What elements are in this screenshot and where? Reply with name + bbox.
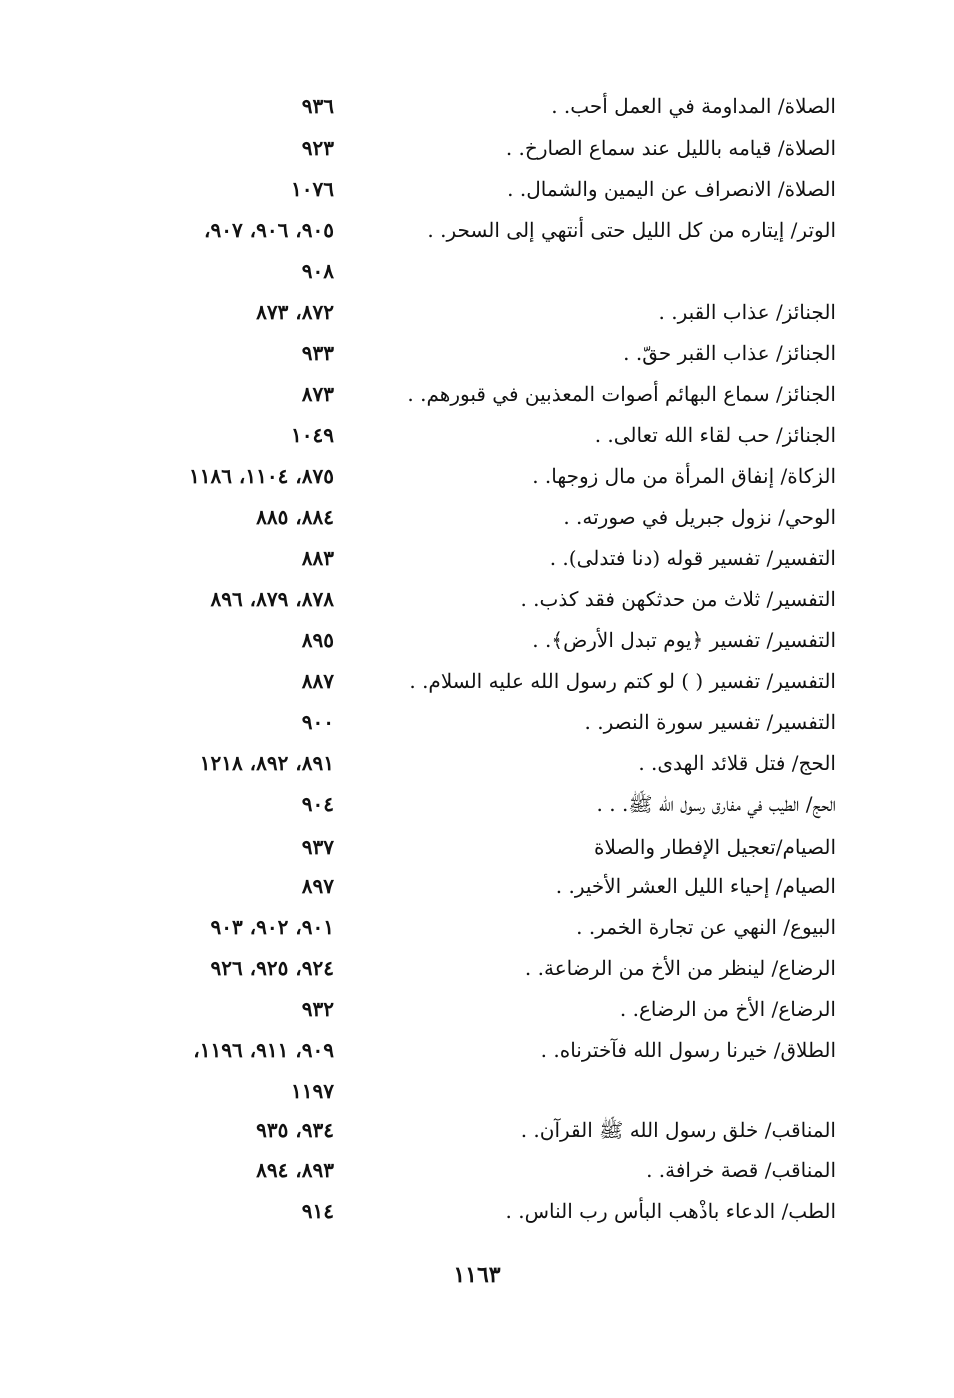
entry-topic: التفسير/ تفسير سورة النصر. . (584, 710, 836, 734)
entry-topic: الصلاة/ الانصراف عن اليمين والشمال. . (507, 177, 836, 201)
entry-pages: ٩٠٤ (301, 792, 334, 816)
index-entry (0, 456, 954, 496)
entry-pages: ٨٧٢، ٨٧٣ (256, 300, 334, 324)
entry-pages: ٩٢٤، ٩٢٥، ٩٢٦ (210, 956, 334, 980)
entry-topic: الصيام/ إحياء الليل العشر الأخير. . (555, 874, 836, 898)
entry-topic: الجنائز/ عذاب القبر. . (658, 300, 836, 324)
entry-pages: ٨٩٥ (301, 628, 334, 652)
index-entry (0, 415, 954, 455)
entry-topic: المناقب/ خلق رسول الله ﷺ القرآن. . (520, 1118, 836, 1142)
entry-pages: ٩٣٢ (301, 997, 334, 1021)
entry-topic: البيوع/ النهي عن تجارة الخمر. . (576, 915, 836, 939)
entry-pages: ٩٣٦ (301, 94, 334, 118)
entry-topic: الحج/ الطيب في مفارق رسول الله ﷺ. . . (596, 792, 836, 816)
index-entry (0, 210, 954, 250)
entry-pages: ٩٣٤، ٩٣٥ (256, 1118, 334, 1142)
entry-topic: الطب/ الدعاء باذْهب البأس رب الناس. . (505, 1199, 836, 1223)
entry-pages: ٩٣٧ (301, 835, 334, 859)
entry-topic: المناقب/ قصة خرافة. . (646, 1158, 836, 1182)
entry-topic: الزكاة/ إنفاق المرأة من مال زوجها. . (532, 464, 836, 488)
index-entry (0, 1110, 954, 1150)
index-entry (0, 128, 954, 168)
index-entry (0, 948, 954, 988)
entry-topic: الصلاة/ المداومة في العمل أحب. . (551, 94, 836, 118)
entry-pages: ٨٩١، ٨٩٢، ١٢١٨ (199, 751, 334, 775)
entry-pages: ٩٠٨ (301, 259, 334, 283)
entry-topic: الجنائز/ سماع البهائم أصوات المعذبين في قبورهم. . (407, 382, 836, 406)
entry-pages: ١٠٧٦ (291, 177, 334, 201)
entry-pages: ٨٧٨، ٨٧٩، ٨٩٦ (210, 587, 334, 611)
entry-pages: ٨٨٣ (301, 546, 334, 570)
entry-topic: الوتر/ إيتاره من كل الليل حتى أنتهي إلى السحر. . (427, 218, 836, 242)
index-entry-continuation (0, 1071, 954, 1111)
entry-pages: ٨٧٣ (301, 382, 334, 406)
index-entry (0, 333, 954, 373)
index-entry (0, 86, 954, 126)
entry-pages: ٩٠٩، ٩١١، ١١٩٦، (193, 1038, 334, 1062)
entry-pages: ٩٢٣ (301, 136, 334, 160)
index-entry (0, 661, 954, 701)
index-entry-continuation (0, 251, 954, 291)
index-entry (0, 1030, 954, 1070)
entry-topic: الجنائز/ حب لقاء الله تعالى. . (594, 423, 836, 447)
index-entry (0, 743, 954, 783)
entry-pages: ١٠٤٩ (291, 423, 334, 447)
entry-topic: الرضاع/ لينظر من الأخ من الرضاعة. . (524, 956, 836, 980)
index-entry (0, 827, 954, 867)
entry-pages: ٩٠٠ (301, 710, 334, 734)
entry-topic: الصلاة/ قيامه بالليل عند سماع الصارخ. . (505, 136, 836, 160)
entry-topic: الجنائز/ عذاب القبر حقّ. . (623, 341, 836, 365)
entry-topic: الصيام/تعجيل الإفطار والصلاة (593, 835, 836, 859)
entry-pages: ٨٩٣، ٨٩٤ (256, 1158, 334, 1182)
entry-topic: الطلاق/ خيرنا رسول الله فآخترناه. . (540, 1038, 836, 1062)
index-entry (0, 1150, 954, 1190)
entry-topic: التفسير/ تفسير قوله (دنا فتدلى). . (549, 546, 836, 570)
index-entry (0, 374, 954, 414)
index-entry (0, 1191, 954, 1231)
entry-pages: ٨٩٧ (301, 874, 334, 898)
page-number: ١١٦٣ (453, 1262, 501, 1288)
index-entry (0, 702, 954, 742)
index-entry (0, 292, 954, 332)
entry-pages: ٩٠١، ٩٠٢، ٩٠٣ (210, 915, 334, 939)
entry-topic: الوحي/ نزول جبريل في صورته. . (563, 505, 836, 529)
entry-pages: ٨٨٤، ٨٨٥ (256, 505, 334, 529)
entry-topic: التفسير/ تفسير ( ) لو كتم رسول الله عليه السلام. . (409, 669, 836, 693)
index-entry (0, 538, 954, 578)
entry-topic: التفسير/ تفسير ﴿يوم تبدل الأرض﴾. . (532, 628, 836, 652)
entry-pages: ٨٧٥، ١١٠٤، ١١٨٦ (188, 464, 334, 488)
entry-pages: ٩٣٣ (301, 341, 334, 365)
entry-pages: ٩٠٥، ٩٠٦، ٩٠٧، (203, 218, 334, 242)
index-entry (0, 169, 954, 209)
index-entry (0, 907, 954, 947)
index-entry (0, 784, 954, 824)
index-entry (0, 989, 954, 1029)
entry-pages: ٩١٤ (301, 1199, 334, 1223)
index-entry (0, 579, 954, 619)
index-entry (0, 866, 954, 906)
index-entry (0, 620, 954, 660)
entry-topic: الحج/ فتل قلائد الهدى. . (638, 751, 836, 775)
index-entry (0, 497, 954, 537)
entry-topic: الرضاع/ الأخ من الرضاع. . (619, 997, 836, 1021)
entry-pages: ١١٩٧ (291, 1079, 334, 1103)
entry-pages: ٨٨٧ (301, 669, 334, 693)
entry-topic: التفسير/ ثلاث من حدثكهن فقد كذب. . (520, 587, 836, 611)
